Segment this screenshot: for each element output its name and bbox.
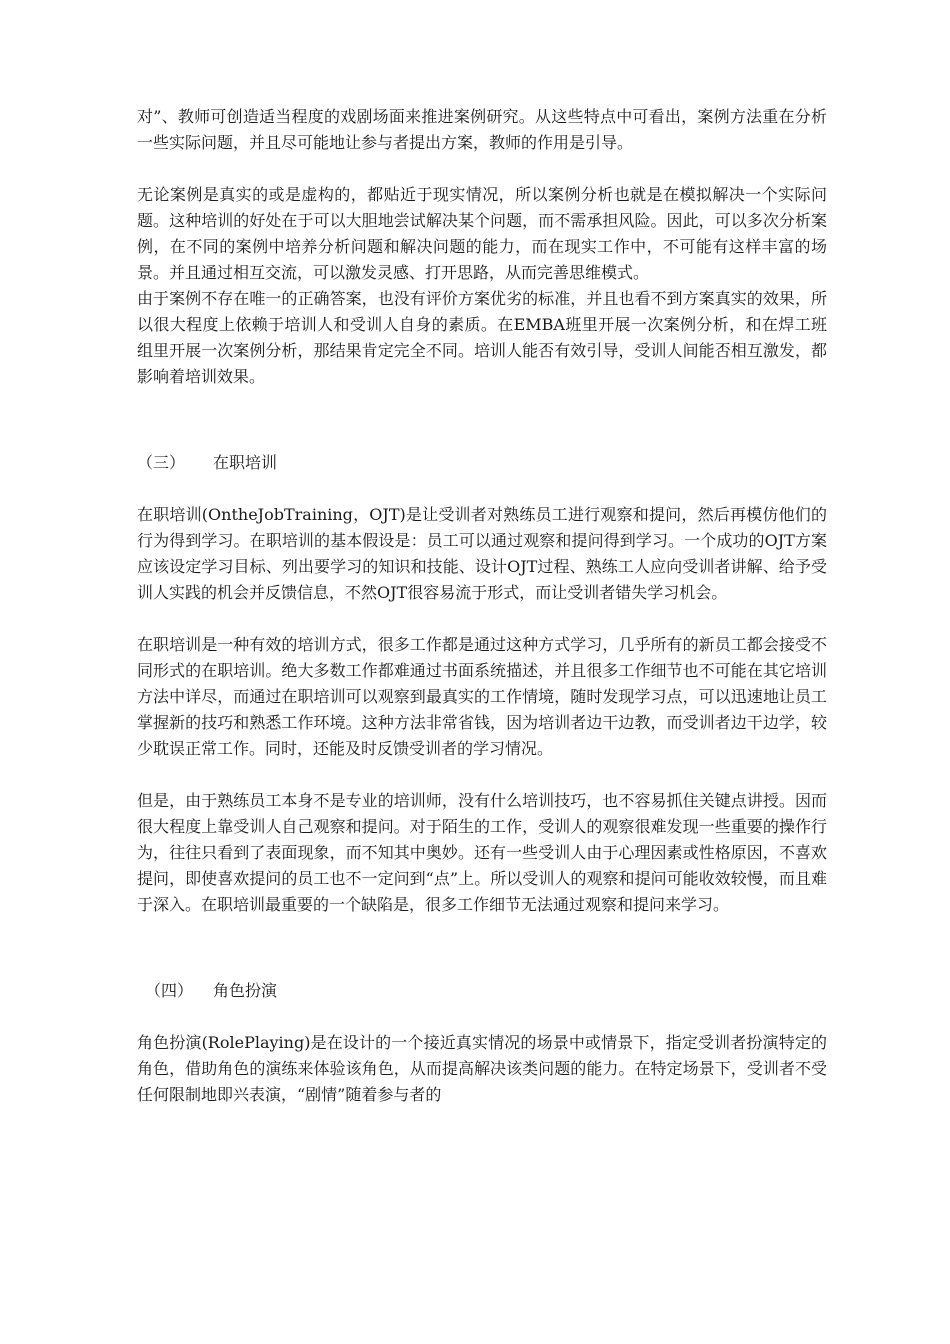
section-heading-ojt <box>137 450 827 476</box>
paragraph-spacer <box>137 606 827 632</box>
paragraph-spacer <box>137 1004 827 1030</box>
section-spacer <box>137 918 827 978</box>
paragraph-spacer <box>137 156 827 182</box>
section-title: 角色扮演 <box>213 981 278 1000</box>
paragraph-spacer <box>137 476 827 502</box>
section-spacer <box>137 390 827 450</box>
paragraph-role-playing-definition: 角色扮演(RolePlaying)是在设计的一个接近真实情况的场景中或情景下，指定受训者扮演特定的角色，借助角色的演练来体验该角色，从而提高解决该类问题的能力。在特定场景下，受训者不受任何限制地即兴表演，“剧情”随着参与者的 <box>137 1033 827 1104</box>
paragraph-ojt-advantages: 在职培训是一种有效的培训方式，很多工作都是通过这种方式学习，几乎所有的新员工都会接受不同形式的在职培训。绝大多数工作都难通过书面系统描述，并且很多工作细节也不可能在其它培训方法中详尽，而通过在职培训可以观察到最真实的工作情境，随时发现学习点，可以迅速地让员工掌握新的技巧和熟悉工作环境。这种方法非常省钱，因为培训者边干边教，而受训者边干边学，较少耽误正常工作。同时，还能及时反馈受训者的学习情况。 <box>137 635 827 758</box>
paragraph-spacer <box>137 762 827 788</box>
section-heading-role-playing <box>137 978 827 1004</box>
section-number: （四） <box>145 981 194 1000</box>
section-title: 在职培训 <box>213 453 278 472</box>
paragraph-case-benefits: 无论案例是真实的或是虚构的，都贴近于现实情况，所以案例分析也就是在模拟解决一个实际问题。这种培训的好处在于可以大胆地尝试解决某个问题，而不需承担风险。因此，可以多次分析案例，在不同的案例中培养分析问题和解决问题的能力，而在现实工作中，不可能有这样丰富的场景。并且通过相互交流，可以激发灵感、打开思路，从而完善思维模式。 <box>137 185 827 282</box>
paragraph-ojt-drawbacks: 但是，由于熟练员工本身不是专业的培训师，没有什么培训技巧，也不容易抓住关键点讲授。因而很大程度上靠受训人自己观察和提问。对于陌生的工作，受训人的观察很难发现一些重要的操作行为，往往只看到了表面现象，而不知其中奥妙。还有一些受训人由于心理因素或性格原因，不喜欢提问，即使喜欢提问的员工也不一定问到“点”上。所以受训人的观察和提问可能收效较慢，而且难于深入。在职培训最重要的一个缺陷是，很多工作细节无法通过观察和提问来学习。 <box>137 791 827 914</box>
paragraph-ojt-definition: 在职培训(OntheJobTraining，OJT)是让受训者对熟练员工进行观察和提问，然后再模仿他们的行为得到学习。在职培训的基本假设是：员工可以通过观察和提问得到学习。一个成功的OJT方案应该设定学习目标、列出要学习的知识和技能、设计OJT过程、熟练工人应向受训者讲解、给予受训人实践的机会并反馈信息，不然OJT很容易流于形式，而让受训者错失学习机会。 <box>137 505 827 602</box>
section-number: （三） <box>137 453 186 472</box>
paragraph-case-limitations: 由于案例不存在唯一的正确答案，也没有评价方案优劣的标准，并且也看不到方案真实的效果，所以很大程度上依赖于培训人和受训人自身的素质。在EMBA班里开展一次案例分析，和在焊工班组里开展一次案例分析，那结果肯定完全不同。培训人能否有效引导，受训人间能否相互激发，都影响着培训效果。 <box>137 289 827 386</box>
document-body <box>137 104 827 1108</box>
paragraph-case-method-summary: 对”、教师可创造适当程度的戏剧场面来推进案例研究。从这些特点中可看出，案例方法重在分析一些实际问题，并且尽可能地让参与者提出方案，教师的作用是引导。 <box>137 107 827 152</box>
